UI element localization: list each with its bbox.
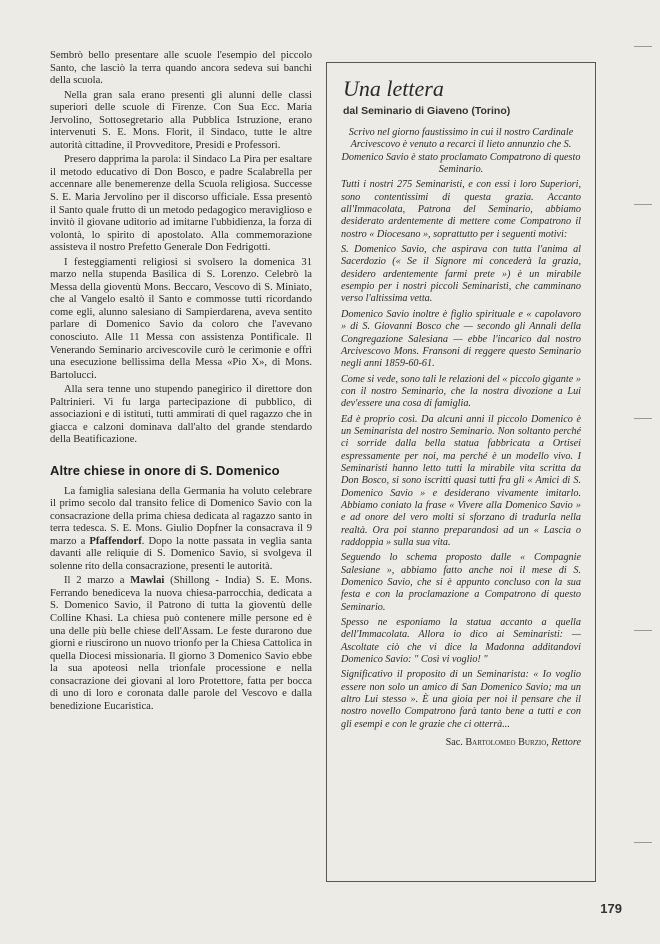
place-name: Mawlai	[130, 575, 165, 587]
letter-signature	[341, 737, 581, 748]
paragraph-india	[50, 575, 312, 713]
text: La famiglia salesiana della Germania ha voluto celebrare il primo secolo dal transito felice di Domenico Savio con la consacrazione della prima chiesa dedicata al ragazzo santo in terra tedesca. S. E. Mons. Giulio Dopfner la consacrava il 9 marzo a	[50, 485, 312, 547]
margin-mark	[634, 630, 652, 631]
text: (Shillong - India) S. E. Mons. Ferrando benediceva la nuova chiesa-parrocchia, dedicata a S. Domenico Savio, il Patrono di tutta la gioventù delle Colline Khasi. La chiesa può contenere mille persone ed è una delle più belle chiese dell'Assam. Le feste durarono due giorni e riuscirono un nuovo trionfo per la Chiesa Cattolica in quella Diocesi missionaria. Il giorno 3 Domenico Savio ebbe la sua apoteosi nella trionfale processione e nella consacrazione dei giovani al loro Protettore, fatta per bocca di uno di loro e coronata dalle parole del Vescovo e dalla benedizione Eucaristica.	[50, 575, 312, 712]
letter-paragraph: Domenico Savio inoltre è figlio spirituale e « capolavoro » di S. Giovanni Bosco che — secondo gli Annali della Congregazione Salesiana — ebbe l'incarico dal nostro Arcivescovo Mons. Fransoni di reggere questo Seminario negli anni 1859-60-61.	[341, 308, 581, 370]
paragraph: Nella gran sala erano presenti gli alunni delle classi superiori delle scuole di Firenze. Con Sua Ecc. Maria Jervolino, Sottosegretario alla Pubblica Istruzione, erano intervenuti S. E. Mons. Florit, il Sindaco, tutte le altre autorità cittadine, il Provveditore, Presidi e Professori.	[50, 89, 312, 151]
letter-subtitle: dal Seminario di Giaveno (Torino)	[343, 105, 511, 117]
letter-title: Una lettera	[343, 76, 444, 101]
paragraph: Alla sera tenne uno stupendo panegirico il direttore don Paltrinieri. Vi fu larga partecipazione di pubblico, di associazioni e di istituti, tutti ammirati di quel ragazzo che in giacca e calzoni dominava dall'alto del grande stendardo della Beatificazione.	[50, 384, 312, 446]
letter-paragraph: S. Domenico Savio, che aspirava con tutta l'anima al Sacerdozio (« Se il Signore mi concederà la grazia, desidero ardentemente farmi prete ») è un mirabile esempio per i nostri piccoli Seminaristi, che camminano verso l'altissima vetta.	[341, 244, 581, 305]
margin-mark	[634, 842, 652, 843]
letter-paragraph: Scrivo nel giorno faustissimo in cui il nostro Cardinale Arcivescovo è venuto a recarci il lieto annunzio che S. Domenico Savio è stato proclamato Compatrono di questo Seminario.	[341, 127, 581, 176]
letter-paragraph: Spesso ne esponiamo la statua accanto a quella dell'Immacolata. Allora io dico ai Seminaristi: — Ascoltate ciò che vi dice la Madonna additandovi Domenico Savio: " Così vi voglio! "	[341, 617, 581, 666]
letter-paragraph: Tutti i nostri 275 Seminaristi, e con essi i loro Superiori, sono contentissimi di questa grazia. Accanto all'Immacolata, Patrona del Seminario, abbiamo desiderato ardentemente di mettere come Compatrono il nostro « Diocesano », soprattutto per i seguenti motivi:	[341, 179, 581, 240]
text: . Dopo la notte passata in veglia santa davanti alle reliquie di S. Domenico Savio, si svolgeva il solenne rito della consacrazione, presenti le autorità.	[50, 535, 313, 572]
margin-mark	[634, 418, 652, 419]
letter-paragraph: Seguendo lo schema proposto dalle « Compagnie Salesiane », abbiamo fatto anche noi il mese di S. Domenico Savio, che si è appunto concluso con la sua festa e con la proclamazione a Compatrono di questo Seminario.	[341, 552, 581, 613]
letter-paragraph: Come si vede, sono tali le relazioni del « piccolo gigante » con il nostro Seminario, che la nostra divozione a Lui dev'essere una cosa di famiglia.	[341, 373, 581, 410]
signature-name: Bartolomeo Burzio	[465, 737, 547, 749]
text: Il 2 marzo a	[64, 575, 131, 587]
page-number: 179	[600, 901, 622, 916]
left-column	[50, 50, 312, 715]
signature-prefix: Sac.	[445, 737, 466, 749]
letter-paragraph: Ed è proprio così. Da alcuni anni il piccolo Domenico è un Seminarista del nostro Seminario. Non soltanto perché ci sorride dalla bella statua fabbricata a Ortisei espressamente per noi, ma perché è un modello vivo. I Seminaristi hanno letto tutti la mirabile vita scritta da Don Bosco, si sono iscritti quasi tutti fra gli « Amici di S. Domenico Savio » e desiderano vivamente imitarlo. Abbiamo coniato la frase « Vivere alla Domenico Savio » e ad onore del vero molti si sforzano di tradurla nella realtà. Ora poi stanno preparandosi ad un « Lascia o raddoppia » sulla sua vita.	[341, 413, 581, 548]
signature-role: , Rettore	[546, 737, 581, 749]
letter-paragraph: Significativo il proposito di un Seminarista: « Io voglio essere non solo un amico di San Domenico Savio; ma un altro Lui stesso ». È una gioia per noi il pensare che il nostro novello Compatrono farà tanto bene a tutti e con gli esempi e con le grazie che ci otterrà...	[341, 669, 581, 730]
margin-mark	[634, 204, 652, 205]
paragraph: Presero dapprima la parola: il Sindaco La Pira per esaltare il metodo educativo di Don Bosco, e padre Scalabrella per accennare alle benemerenze della Scuola religiosa. Successe S. E. Maria Jervolino per il discorso ufficiale. Essa presentò il Santo quale frutto di un metodo pedagogico meraviglioso e invitò il giovane uditorio ad imitarne l'ubbidienza, la forza di volontà, lo spirito di apostolato. Alla commemorazione assisteva il nostro Prefetto Generale Don Fedrigotti.	[50, 154, 312, 254]
place-name: Pfaffendorf	[89, 535, 142, 547]
paragraph: I festeggiamenti religiosi si svolsero la domenica 31 marzo nella stupenda Basilica di S. Lorenzo. Celebrò la Messa della gioventù Mons. Beccaro, Vescovo di S. Miniato, che al Vangelo esaltò il Santo e commosse tutti ricordando come egli, alunno salesiano di Sampierdarena, aveva sentito parlare di Domenico Savio da coloro che l'avevano conosciuto. Alle 11 Messa con assistenza Pontificale. Il Venerando Seminario arcivescovile curò le cerimonie e offrì una esecuzione bellissima della Messa «Pio X», di Mons. Bartolucci.	[50, 256, 312, 381]
letter-body	[341, 127, 581, 731]
letter-box	[326, 62, 596, 882]
paragraph-germany	[50, 486, 312, 574]
margin-mark	[634, 46, 652, 47]
section-heading: Altre chiese in onore di S. Domenico	[50, 462, 280, 478]
paragraph: Sembrò bello presentare alle scuole l'esempio del piccolo Santo, che lasciò la terra quando ancora sedeva sui banchi della scuola.	[50, 50, 312, 87]
